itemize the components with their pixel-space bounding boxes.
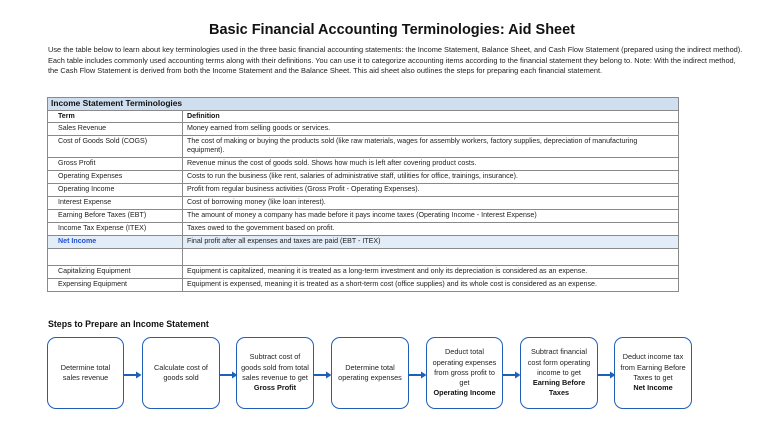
column-header-term: Term [48, 111, 183, 123]
term-cell [48, 249, 183, 266]
intro-paragraph: Use the table below to learn about key terminologies used in the three basic financial accounting statements: the Income Statement, Balance Sheet, and Cash Flow Statement (prepared using the indirect method). Each table includes commonly used accounting terms along with their definitions. You can use it to categorize accounting items according to the financial statement they belong to. Note: With the indirect method, the Cash Flow Statement is derived from both the Income Statement and the Balance Sheet. This aid sheet also outlines the steps for preparing each financial statement. [48, 45, 743, 76]
page-title: Basic Financial Accounting Terminologies: Aid Sheet [208, 22, 576, 38]
term-cell: Operating Income [48, 184, 183, 197]
step-7-box [614, 337, 692, 409]
table-row [48, 197, 679, 210]
income-statement-table [47, 97, 679, 292]
arrow-right-icon [220, 371, 238, 379]
table-row-empty [48, 249, 679, 266]
term-cell: Operating Expenses [48, 171, 183, 184]
step-1-box [47, 337, 124, 409]
term-cell: Cost of Goods Sold (COGS) [48, 136, 183, 158]
definition-cell: Money earned from selling goods or services. [183, 123, 679, 136]
definition-cell: The cost of making or buying the products sold (like raw materials, wages for assembly workers, factory supplies, depreciation of manufacturing equipment). [183, 136, 679, 158]
table-heading: Income Statement Terminologies [48, 98, 679, 111]
table-row [48, 279, 679, 292]
term-cell: Interest Expense [48, 197, 183, 210]
step-3-result: Gross Profit [253, 383, 297, 393]
step-7-text: Deduct income tax from Earning Before Taxes to get [620, 352, 686, 382]
arrow-right-icon [124, 371, 142, 379]
term-cell: Capitalizing Equipment [48, 266, 183, 279]
definition-cell: Profit from regular business activities (Gross Profit - Operating Expenses). [183, 184, 679, 197]
step-3-text: Subtract cost of goods sold from total sales revenue to get [241, 352, 309, 382]
step-5-text: Deduct total operating expenses from gross profit to get [432, 347, 497, 388]
arrow-right-icon [314, 371, 332, 379]
definition-cell: Taxes owed to the government based on profit. [183, 223, 679, 236]
step-2-text: Calculate cost of goods sold [154, 362, 208, 382]
definition-cell: The amount of money a company has made before it pays income taxes (Operating Income - Interest Expense) [183, 210, 679, 223]
step-7-result: Net Income [633, 383, 673, 393]
definition-cell [183, 249, 679, 266]
arrow-right-icon [598, 371, 616, 379]
step-2-box [142, 337, 220, 409]
definition-cell: Revenue minus the cost of goods sold. Shows how much is left after covering product costs. [183, 158, 679, 171]
arrow-right-icon [503, 371, 521, 379]
term-cell: Sales Revenue [48, 123, 183, 136]
step-4-text: Determine total operating expenses [338, 362, 402, 382]
column-header-definition: Definition [183, 111, 679, 123]
step-6-result: Earning Before Taxes [532, 378, 586, 398]
table-row [48, 210, 679, 223]
term-cell: Expensing Equipment [48, 279, 183, 292]
term-cell: Gross Profit [48, 158, 183, 171]
definition-cell: Cost of borrowing money (like loan interest). [183, 197, 679, 210]
definition-cell: Equipment is capitalized, meaning it is treated as a long-term investment and only its depreciation is considered as an expense. [183, 266, 679, 279]
step-6-text: Subtract financial cost form operating income to get [527, 347, 591, 377]
steps-heading: Steps to Prepare an Income Statement [48, 319, 209, 329]
step-5-result: Operating Income [433, 388, 496, 398]
step-5-box [426, 337, 503, 409]
step-3-box [236, 337, 314, 409]
table-row-net-income [48, 236, 679, 249]
table-row [48, 136, 679, 158]
definition-cell: Costs to run the business (like rent, salaries of administrative staff, utilities for office, trainings, insurance). [183, 171, 679, 184]
arrow-right-icon [409, 371, 427, 379]
table-row [48, 123, 679, 136]
table-row [48, 158, 679, 171]
table-row [48, 266, 679, 279]
step-1-text: Determine total sales revenue [60, 362, 111, 382]
step-6-box [520, 337, 598, 409]
term-cell: Earning Before Taxes (EBT) [48, 210, 183, 223]
definition-cell: Equipment is expensed, meaning it is treated as a short-term cost (office supplies) and its whole cost is considered as an expense. [183, 279, 679, 292]
term-cell: Income Tax Expense (ITEX) [48, 223, 183, 236]
term-cell: Net Income [48, 236, 183, 249]
definition-cell: Final profit after all expenses and taxes are paid (EBT - ITEX) [183, 236, 679, 249]
table-row [48, 223, 679, 236]
table-row [48, 184, 679, 197]
table-row [48, 171, 679, 184]
step-4-box [331, 337, 409, 409]
